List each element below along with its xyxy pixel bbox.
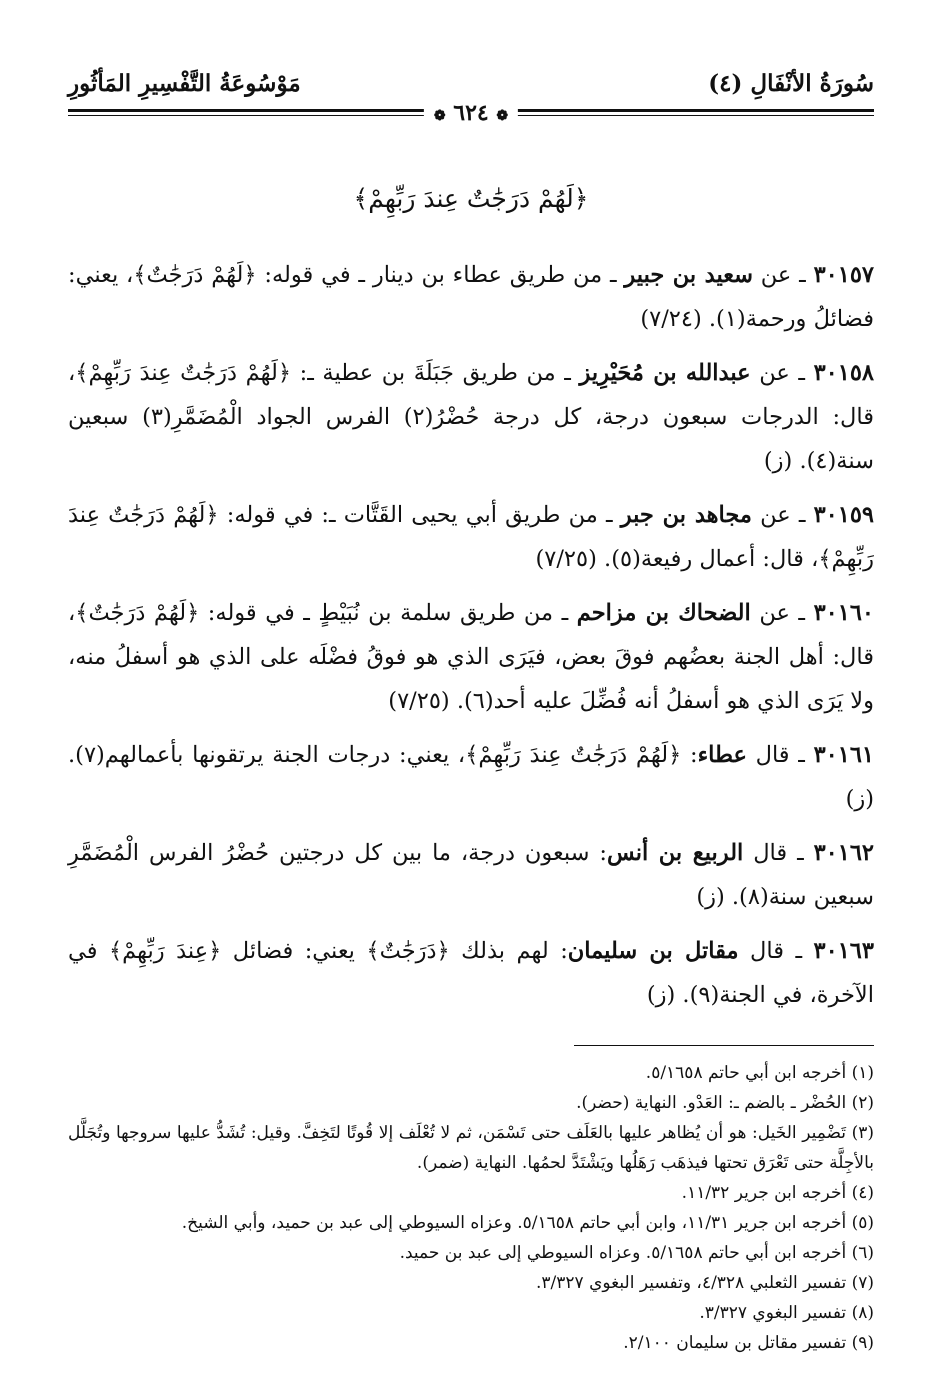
- verse-heading: ﴿لَهُمْ دَرَجَٰتٌ عِندَ رَبِّهِمْ﴾: [353, 184, 589, 213]
- entry-number: ٣٠١٥٧: [813, 262, 875, 288]
- entry-text: : لهم بذلك ﴿دَرَجَٰتٌ﴾ يعني: فضائل ﴿عِندَ رَبِّهِمْ﴾ في الآخرة، في الجنة(٩). (ز): [68, 938, 874, 1008]
- entry-number: ٣٠١٦٣: [813, 938, 874, 964]
- entry-prefix: ـ عن: [750, 600, 814, 626]
- footnote: (٩) تفسير مقاتل بن سليمان ٢/١٠٠.: [623, 1333, 874, 1353]
- footnote: (٦) أخرجه ابن أبي حاتم ٥/١٦٥٨. وعزاه السيوطي إلى عبد بن حميد.: [399, 1243, 874, 1263]
- entry-number: ٣٠١٦٢: [813, 840, 874, 866]
- entry: [68, 253, 874, 341]
- entry-text: : ﴿لَهُمْ دَرَجَٰتٌ عِندَ رَبِّهِمْ﴾، يعني: درجات الجنة يرتقونها بأعمالهم(٧). (ز): [68, 742, 874, 812]
- entry-text: ـ من طريق جَبَلَةَ بن عطية ـ: ﴿لَهُمْ دَرَجَٰتٌ عِندَ رَبِّهِمْ﴾، قال: الدرجات سبعون درجة، كل درجة حُضْرُ(٢) الفرس الجواد الْمُضَمَّرِ(٣) سبعين سنة(٤). (ز): [68, 360, 874, 474]
- entry: [68, 493, 874, 581]
- entry-prefix: ـ قال: [743, 840, 814, 866]
- footnote: (٣) تَضْمِير الخَيل: هو أن يُظاهر عليها بالعَلَف حتى تَسْمَن، ثم لا تُعْلَف إلا قُوتًا لتَخِفَّ. وقيل: تُشَدُّ عليها سروجها وتُجَلَّل بالأجِلَّة حتى تَعْرَق تحتها فيذهَب رَهَلُها ويَشْتَدَّ لحمُها. النهاية (ضمر).: [68, 1123, 874, 1173]
- entry-prefix: ـ قال: [738, 938, 814, 964]
- ornament-icon: ❁: [496, 108, 509, 124]
- entry-prefix: ـ عن: [751, 502, 814, 528]
- ornament-icon: ❁: [433, 108, 446, 124]
- footnote: (٨) تفسير البغوي ٣/٣٢٧.: [699, 1303, 874, 1323]
- entry-prefix: ـ عن: [752, 262, 814, 288]
- entry: [68, 351, 874, 483]
- footnote: (١) أخرجه ابن أبي حاتم ٥/١٦٥٨.: [645, 1063, 874, 1083]
- footnote: (٤) أخرجه ابن جرير ١١/٣٢.: [681, 1183, 874, 1203]
- narrator-name: الربيع بن أنس: [607, 840, 744, 866]
- entry-text: ـ من طريق أبي يحيى القَتَّات ـ: في قوله: ﴿لَهُمْ دَرَجَٰتٌ عِندَ رَبِّهِمْ﴾، قال: أعمال رفيعة(٥). (٧/٢٥): [68, 502, 874, 572]
- page-header: [68, 62, 874, 126]
- entry: [68, 929, 874, 1017]
- entries-list: [68, 253, 874, 1017]
- footnote: (٢) الحُضْر ـ بالضم ـ: العَدْو. النهاية (حضر).: [576, 1093, 874, 1113]
- narrator-name: مقاتل بن سليمان: [567, 938, 739, 964]
- page-number: ٦٢٤: [453, 100, 489, 126]
- footnote: (٥) أخرجه ابن جرير ١١/٣١، وابن أبي حاتم ٥/١٦٥٨. وعزاه السيوطي إلى عبد بن حميد، وأبي الشيخ.: [181, 1213, 874, 1233]
- entry-prefix: ـ عن: [750, 360, 814, 386]
- entry-number: ٣٠١٥٨: [813, 360, 874, 386]
- entry-text: ـ من طريق عطاء بن دينار ـ في قوله: ﴿لَهُمْ دَرَجَٰتٌ﴾، يعني: فضائلُ ورحمة(١). (٧/٢٤): [68, 262, 874, 332]
- entry: [68, 591, 874, 723]
- narrator-name: سعيد بن جبير: [624, 262, 753, 288]
- entry-text: ـ من طريق سلمة بن نُبَيْطٍ ـ في قوله: ﴿لَهُمْ دَرَجَٰتٌ﴾، قال: أهل الجنة بعضُهم فوقَ بعض، فيَرَى الذي هو فوقُ فضْلَه على الذي هو أسفلُ منه، ولا يَرَى الذي هو أسفلُ أنه فُضِّلَ عليه أحد(٦). (٧/٢٥): [68, 600, 874, 714]
- book-title: مَوْسُوعَةُ التَّفْسِيرِ المَأثُورِ: [68, 70, 301, 97]
- entry-number: ٣٠١٦٠: [813, 600, 875, 626]
- footnotes: [68, 1058, 874, 1358]
- narrator-name: الضحاك بن مزاحم: [576, 600, 751, 626]
- entry-prefix: ـ قال: [746, 742, 814, 768]
- entry: [68, 831, 874, 919]
- entry-number: ٣٠١٦١: [813, 742, 874, 768]
- footnotes-divider: [574, 1045, 874, 1046]
- book-page: [68, 62, 874, 1358]
- narrator-name: عطاء: [697, 742, 747, 768]
- entry-text: : سبعون درجة، ما بين كل درجتين حُضْرُ الفرس الْمُضَمَّرِ سبعين سنة(٨). (ز): [68, 840, 874, 910]
- entry-number: ٣٠١٥٩: [813, 502, 874, 528]
- footnote: (٧) تفسير الثعلبي ٤/٣٢٨، وتفسير البغوي ٣/٣٢٧.: [536, 1273, 874, 1293]
- page-number-badge: [424, 100, 518, 126]
- entry: [68, 733, 874, 821]
- narrator-name: عبدالله بن مُحَيْرِيز: [579, 360, 751, 386]
- surah-title: سُورَةُ الأنْفَالِ (٤): [708, 70, 874, 97]
- narrator-name: مجاهد بن جبر: [620, 502, 752, 528]
